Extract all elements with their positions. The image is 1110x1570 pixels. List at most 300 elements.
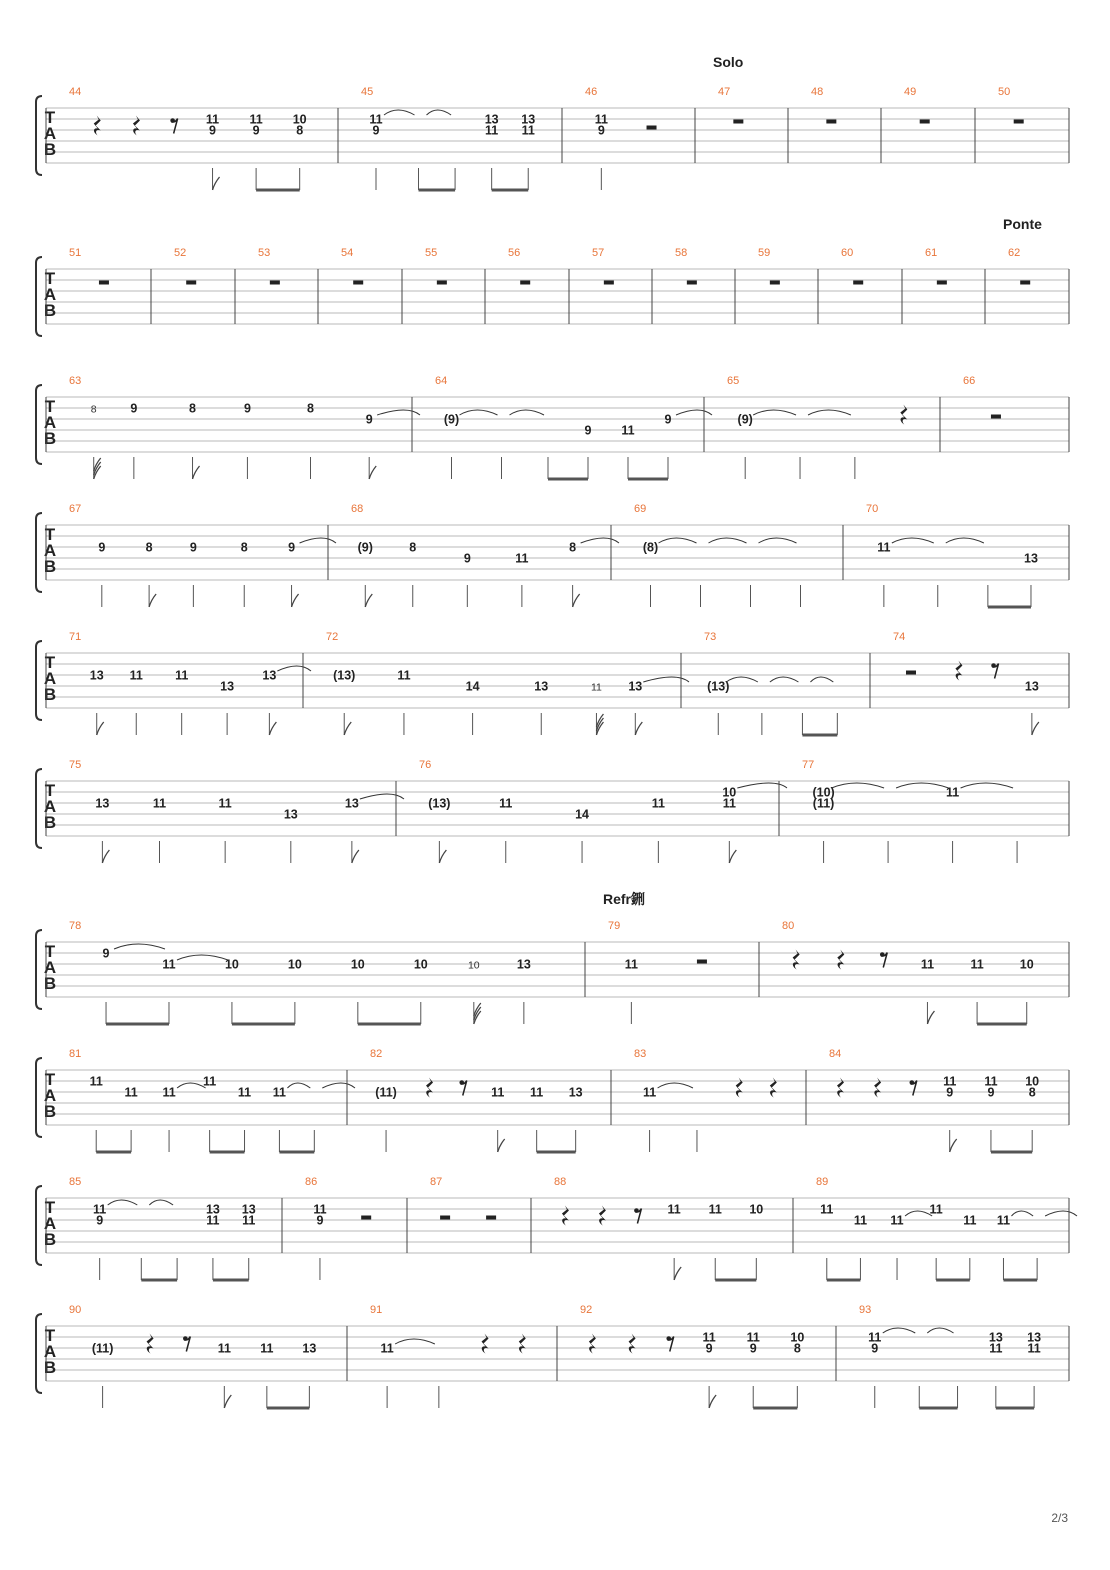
tab-system — [36, 86, 1069, 190]
measure — [925, 247, 985, 324]
fret-number: (13) — [428, 796, 451, 811]
rest-whole — [733, 120, 743, 124]
measure — [435, 375, 712, 479]
tab-clef-letter: B — [43, 1102, 57, 1121]
fret-number: 11 — [890, 1213, 904, 1228]
tie-arc — [808, 410, 851, 415]
measure — [829, 1048, 1069, 1152]
fret-number: 8 — [409, 540, 417, 555]
measure — [69, 759, 404, 863]
tie-arc — [287, 1083, 310, 1088]
measure — [508, 247, 569, 324]
system-bracket — [36, 385, 42, 464]
rest-half — [991, 415, 1001, 419]
fret-number: 9 — [130, 401, 138, 416]
measure — [69, 503, 336, 607]
tab-system — [36, 920, 1069, 1024]
tab-clef-letter: T — [44, 397, 56, 416]
rest-eighth — [880, 952, 887, 967]
fret-number: 11 — [945, 785, 960, 800]
measure — [69, 1048, 355, 1152]
fret-number: 11 — [313, 1202, 327, 1217]
system-bracket — [36, 641, 42, 720]
tab-clef-letter: A — [43, 669, 57, 688]
tie-arc — [676, 410, 712, 415]
measure — [69, 1176, 282, 1280]
measure-number: 84 — [829, 1048, 842, 1060]
fret-number: 11 — [853, 1213, 868, 1228]
tie-arc — [177, 1083, 206, 1088]
measure — [758, 247, 818, 324]
fret-number: 11 — [206, 1213, 220, 1228]
tab-clef-letter: T — [44, 1326, 56, 1345]
fret-number: 8 — [145, 540, 153, 555]
fret-number: 13 — [262, 668, 277, 683]
rest-eighth — [183, 1336, 190, 1351]
measure-number: 87 — [430, 1176, 443, 1188]
fret-number: (9) — [443, 412, 460, 427]
rest-half — [906, 671, 916, 675]
tie-arc — [770, 677, 799, 682]
measure — [69, 631, 311, 735]
fret-number: 11 — [989, 1341, 1003, 1356]
fret-number: (11) — [91, 1341, 114, 1356]
tab-clef-letter: A — [43, 541, 57, 560]
measure-number: 69 — [634, 503, 647, 515]
measure-number: 83 — [634, 1048, 647, 1060]
fret-number: 11 — [877, 540, 891, 555]
tab-clef-letter: B — [43, 1230, 57, 1249]
rest-whole — [826, 120, 836, 124]
fret-number: 9 — [365, 412, 373, 427]
fret-number: 13 — [521, 112, 536, 127]
fret-number: 10 — [413, 957, 428, 972]
measure-number: 86 — [305, 1176, 318, 1188]
measure-number: 64 — [435, 375, 448, 387]
measure — [841, 247, 902, 324]
fret-number: 11 — [708, 1202, 722, 1217]
fret-number: 13 — [988, 1330, 1003, 1345]
fret-number: 9 — [316, 1213, 324, 1228]
tab-clef-letter: B — [43, 429, 57, 448]
measure-number: 66 — [963, 375, 976, 387]
fret-number: 14 — [465, 679, 480, 694]
measure-number: 45 — [361, 86, 374, 98]
tie-arc — [149, 1200, 173, 1205]
measure-number: 54 — [341, 247, 354, 259]
measure — [341, 247, 402, 324]
rest-whole — [270, 281, 280, 285]
measure — [258, 247, 318, 324]
fret-number: 13 — [534, 679, 549, 694]
fret-number: 9 — [288, 540, 296, 555]
measure — [727, 375, 940, 479]
tie-arc — [643, 677, 689, 682]
tie-arc — [510, 410, 545, 415]
fret-number: 11 — [594, 112, 608, 127]
rest-eighth — [910, 1080, 917, 1095]
measure-number: 58 — [675, 247, 688, 259]
fret-number: (13) — [707, 679, 730, 694]
tab-clef-letter: A — [43, 958, 57, 977]
fret-number: 9 — [597, 123, 605, 138]
fret-number: 13 — [89, 668, 104, 683]
fret-number: 9 — [209, 123, 217, 138]
measure — [430, 1176, 531, 1253]
fret-number: 13 — [1027, 1330, 1042, 1345]
measure-number: 59 — [758, 247, 771, 259]
measure — [580, 1304, 836, 1408]
tab-clef-letter: T — [44, 269, 56, 288]
fret-number: 11 — [203, 1074, 217, 1089]
fret-number: 11 — [590, 681, 602, 694]
fret-number: 10 — [722, 785, 737, 800]
measure — [174, 247, 235, 324]
system-bracket — [36, 930, 42, 1009]
tie-arc — [737, 783, 787, 788]
measure — [592, 247, 652, 324]
system-bracket — [36, 1314, 42, 1393]
fret-number: 11 — [943, 1074, 957, 1089]
tab-clef-letter: B — [43, 1358, 57, 1377]
measure-number: 53 — [258, 247, 271, 259]
tab-system — [36, 247, 1069, 336]
fret-number: 10 — [467, 959, 480, 972]
tab-system — [36, 503, 1069, 607]
rest-eighth — [634, 1208, 641, 1223]
tab-system — [36, 1048, 1069, 1152]
measure — [893, 631, 1069, 735]
fret-number: 11 — [217, 1341, 231, 1356]
measure — [782, 920, 1069, 1024]
fret-number: 11 — [820, 1202, 834, 1217]
rest-half — [697, 960, 707, 964]
fret-number: (8) — [642, 540, 659, 555]
fret-number: 11 — [929, 1202, 943, 1217]
fret-number: 9 — [463, 551, 471, 566]
fret-number: 11 — [162, 1085, 176, 1100]
system-bracket — [36, 769, 42, 848]
fret-number: 11 — [521, 123, 535, 138]
measure — [866, 503, 1069, 607]
rest-eighth — [170, 118, 177, 133]
tab-clef-letter: A — [43, 1214, 57, 1233]
measure-number: 47 — [718, 86, 731, 98]
measure — [634, 1048, 806, 1152]
fret-number: 9 — [189, 540, 197, 555]
tie-arc — [360, 794, 404, 799]
tab-clef-letter: A — [43, 797, 57, 816]
fret-number: 11 — [920, 957, 935, 972]
tab-system — [36, 1176, 1077, 1280]
tab-clef-letter: T — [44, 1070, 56, 1089]
measure — [802, 759, 1069, 863]
measure-number: 77 — [802, 759, 815, 771]
system-bracket — [36, 1058, 42, 1137]
fret-number: 8 — [296, 123, 304, 138]
measure-number: 81 — [69, 1048, 82, 1060]
fret-number: 11 — [963, 1213, 977, 1228]
measure — [811, 86, 881, 163]
measure — [69, 86, 338, 190]
page-number: 2/3 — [1051, 1511, 1068, 1525]
measure-number: 82 — [370, 1048, 383, 1060]
fret-number: 11 — [651, 796, 665, 811]
measure-number: 55 — [425, 247, 438, 259]
fret-number: 10 — [1025, 1074, 1040, 1089]
fret-number: 8 — [240, 540, 248, 555]
tie-arc — [460, 410, 498, 415]
system-bracket — [36, 257, 42, 336]
fret-number: 13 — [205, 1202, 220, 1217]
tab-clef-letter: A — [43, 285, 57, 304]
measure-number: 74 — [893, 631, 906, 643]
fret-number: 13 — [241, 1202, 256, 1217]
tab-clef-letter: T — [44, 781, 56, 800]
fret-number: 8 — [569, 540, 577, 555]
fret-number: (11) — [375, 1085, 397, 1100]
fret-number: 8 — [1028, 1085, 1036, 1100]
fret-number: 9 — [987, 1085, 995, 1100]
tab-clef-letter: B — [43, 140, 57, 159]
measure — [998, 86, 1069, 163]
measure-number: 78 — [69, 920, 82, 932]
measure-number: 90 — [69, 1304, 82, 1316]
rest-eighth — [459, 1080, 466, 1095]
fret-number: 9 — [96, 1213, 104, 1228]
fret-number: (9) — [737, 412, 753, 427]
fret-number: 9 — [98, 540, 106, 555]
rest-whole — [437, 281, 447, 285]
tie-arc — [427, 110, 452, 115]
tie-arc — [177, 955, 228, 960]
measure-number: 85 — [69, 1176, 82, 1188]
fret-number: 11 — [205, 112, 220, 127]
fret-number: 11 — [152, 796, 167, 811]
rest-half — [647, 126, 657, 130]
fret-number: 10 — [224, 957, 239, 972]
measure — [675, 247, 735, 324]
system-bracket — [36, 1186, 42, 1265]
tab-system — [36, 631, 1069, 735]
tab-clef-letter: T — [44, 108, 56, 127]
tie-arc — [1011, 1211, 1033, 1216]
fret-number: 11 — [397, 668, 411, 683]
fret-number: 11 — [499, 796, 513, 811]
tie-arc — [810, 677, 833, 682]
measure-number: 92 — [580, 1304, 593, 1316]
fret-number: 9 — [102, 946, 110, 961]
tie-arc — [927, 1328, 953, 1333]
fret-number: 9 — [871, 1341, 879, 1356]
fret-number: 11 — [970, 957, 984, 972]
measure — [370, 1048, 611, 1152]
tie-arc — [753, 410, 796, 415]
tie-arc — [114, 944, 165, 949]
tie-arc — [905, 1211, 932, 1216]
tab-system — [36, 375, 1069, 479]
tie-arc — [581, 538, 619, 543]
fret-number: 13 — [220, 679, 235, 694]
rest-whole — [687, 281, 697, 285]
rest-whole — [520, 281, 530, 285]
fret-number: 11 — [1027, 1341, 1041, 1356]
rest-whole — [937, 281, 947, 285]
fret-number: 11 — [702, 1330, 716, 1345]
measure-number: 50 — [998, 86, 1011, 98]
tab-clef-letter: B — [43, 813, 57, 832]
measure-number: 91 — [370, 1304, 383, 1316]
measure-number: 76 — [419, 759, 432, 771]
rest-whole — [920, 120, 930, 124]
tie-arc — [658, 1083, 693, 1088]
fret-number: 9 — [664, 412, 672, 427]
fret-number: 11 — [249, 112, 263, 127]
measure-number: 61 — [925, 247, 938, 259]
fret-number: 10 — [790, 1330, 805, 1345]
tie-arc — [892, 538, 934, 543]
tie-arc — [709, 538, 747, 543]
rest-whole — [1014, 120, 1024, 124]
fret-number: 8 — [189, 401, 197, 416]
tie-arc — [659, 538, 697, 543]
measure-number: 62 — [1008, 247, 1021, 259]
measure-number: 52 — [174, 247, 187, 259]
measure — [816, 1176, 1077, 1280]
fret-number: 13 — [568, 1085, 583, 1100]
fret-number: 11 — [996, 1213, 1011, 1228]
measure-number: 49 — [904, 86, 917, 98]
measure-number: 46 — [585, 86, 598, 98]
fret-number: 11 — [667, 1202, 681, 1217]
tab-clef-letter: T — [44, 525, 56, 544]
fret-number: 13 — [628, 679, 643, 694]
fret-number: 11 — [218, 796, 232, 811]
measure — [370, 1304, 557, 1408]
section-label-refrao: Refr鉶 — [603, 891, 646, 907]
tab-clef-letter: A — [43, 1086, 57, 1105]
tab-system — [36, 759, 1069, 863]
measure — [1008, 247, 1069, 324]
fret-number: 10 — [292, 112, 307, 127]
fret-number: 14 — [575, 807, 590, 822]
fret-number: 13 — [95, 796, 110, 811]
tab-clef-letter: T — [44, 1198, 56, 1217]
fret-number: 10 — [287, 957, 302, 972]
fret-number: 9 — [252, 123, 260, 138]
measure — [718, 86, 788, 163]
measure — [704, 631, 870, 735]
fret-number: 10 — [350, 957, 365, 972]
measure — [634, 503, 843, 607]
measure-number: 88 — [554, 1176, 567, 1188]
fret-number: 11 — [89, 1074, 103, 1089]
fret-number: 10 — [749, 1202, 764, 1217]
measure-number: 65 — [727, 375, 740, 387]
measure — [585, 86, 695, 190]
fret-number: 11 — [515, 551, 529, 566]
tab-system — [36, 1304, 1069, 1408]
tab-clef-letter: T — [44, 942, 56, 961]
measure-number: 71 — [69, 631, 82, 643]
measure — [554, 1176, 793, 1280]
rest-half — [486, 1216, 496, 1220]
tab-clef-letter: B — [43, 685, 57, 704]
measure-number: 51 — [69, 247, 82, 259]
rest-whole — [853, 281, 863, 285]
tie-arc — [277, 666, 311, 671]
system-bracket — [36, 96, 42, 175]
tab-clef-letter: B — [43, 301, 57, 320]
tab-clef-letter: A — [43, 124, 57, 143]
fret-number: (10) — [812, 785, 835, 800]
rest-half — [440, 1216, 450, 1220]
measure-number: 67 — [69, 503, 82, 515]
tie-arc — [1045, 1211, 1077, 1216]
measure — [859, 1304, 1069, 1408]
fret-number: 11 — [642, 1085, 657, 1100]
measure-number: 56 — [508, 247, 521, 259]
fret-number: 9 — [705, 1341, 713, 1356]
measure-number: 63 — [69, 375, 82, 387]
measure — [608, 920, 759, 1024]
fret-number: 11 — [984, 1074, 998, 1089]
system-bracket — [36, 513, 42, 592]
tab-clef-letter: T — [44, 653, 56, 672]
fret-number: (9) — [357, 540, 373, 555]
section-label-solo: Solo — [713, 54, 744, 70]
fret-number: 9 — [243, 401, 251, 416]
fret-number: 13 — [1024, 679, 1039, 694]
fret-number: 9 — [372, 123, 380, 138]
tab-clef-letter: B — [43, 974, 57, 993]
fret-number: 11 — [272, 1085, 287, 1100]
tab-clef-letter: B — [43, 557, 57, 576]
section-label-ponte: Ponte — [1003, 216, 1042, 232]
fret-number: 8 — [793, 1341, 801, 1356]
fret-number: 13 — [1024, 551, 1038, 566]
rest-eighth — [991, 663, 998, 678]
fret-number: 11 — [621, 423, 635, 438]
fret-number: 11 — [491, 1085, 505, 1100]
tie-arc — [832, 783, 885, 788]
tie-arc — [726, 677, 758, 682]
rest-whole — [770, 281, 780, 285]
tie-arc — [395, 1339, 435, 1344]
fret-number: 13 — [484, 112, 499, 127]
measure-number: 48 — [811, 86, 824, 98]
measure — [361, 86, 562, 190]
rest-whole — [1020, 281, 1030, 285]
fret-number: (11) — [812, 796, 835, 811]
measure — [904, 86, 975, 163]
measure-number: 93 — [859, 1304, 872, 1316]
fret-number: 9 — [749, 1341, 757, 1356]
measure — [305, 1176, 407, 1280]
tie-arc — [759, 538, 797, 543]
fret-number: 11 — [746, 1330, 760, 1345]
fret-number: 9 — [946, 1085, 954, 1100]
fret-number: 13 — [283, 807, 298, 822]
tie-arc — [108, 1200, 138, 1205]
fret-number: 10 — [1019, 957, 1034, 972]
fret-number: 11 — [175, 668, 189, 683]
fret-number: 11 — [722, 796, 736, 811]
tie-arc — [946, 538, 984, 543]
fret-number: 11 — [369, 112, 383, 127]
fret-number: 9 — [584, 423, 592, 438]
measure-number: 75 — [69, 759, 82, 771]
